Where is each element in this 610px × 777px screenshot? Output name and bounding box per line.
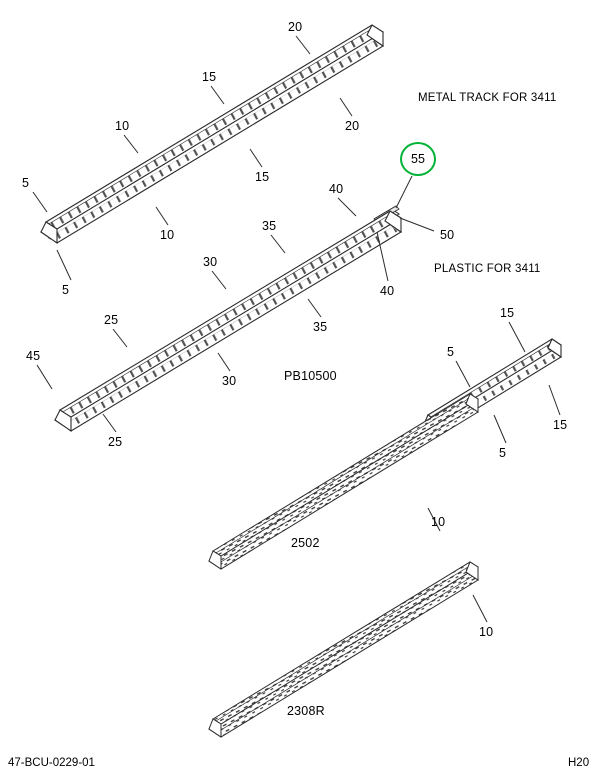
callout-5-d: 5: [499, 446, 507, 460]
callout-15: 15: [202, 70, 217, 84]
footer-document-number: 47-BCU-0229-01: [8, 757, 95, 769]
callout-35-b: 35: [313, 320, 328, 334]
caption-2308r: 2308R: [287, 704, 325, 718]
strip-2308r: [209, 562, 478, 737]
callout-25: 25: [104, 313, 119, 327]
callout-45: 45: [26, 349, 41, 363]
callout-20: 20: [288, 20, 303, 34]
callout-35: 35: [262, 219, 277, 233]
callout-20-b: 20: [345, 119, 360, 133]
footer-page-code: H20: [568, 757, 590, 769]
callout-15-b: 15: [255, 170, 270, 184]
callout-10-b: 10: [160, 228, 175, 242]
callout-40-b: 40: [380, 284, 395, 298]
callout-10: 10: [115, 119, 130, 133]
highlight-circle-55: [400, 142, 436, 176]
callout-50: 50: [440, 228, 455, 242]
callout-5-c: 5: [447, 345, 455, 359]
caption-2502: 2502: [291, 536, 320, 550]
strip-2502: [209, 394, 478, 569]
metal-track-3411: [41, 25, 383, 243]
callout-15-c: 15: [500, 306, 515, 320]
caption-pb10500: PB10500: [284, 369, 337, 383]
highlight-label: 55: [411, 152, 425, 166]
caption-plastic-track: PLASTIC FOR 3411: [434, 263, 541, 275]
caption-metal-track: METAL TRACK FOR 3411: [418, 92, 557, 104]
callout-10-c: 10: [431, 515, 446, 529]
callout-15-d: 15: [553, 418, 568, 432]
callout-30-b: 30: [222, 374, 237, 388]
leader-lines: [33, 36, 560, 622]
callout-25-b: 25: [108, 435, 123, 449]
callout-10-d: 10: [479, 625, 494, 639]
callout-5-b: 5: [62, 283, 70, 297]
callout-30: 30: [203, 255, 218, 269]
callout-5: 5: [22, 176, 30, 190]
callout-40: 40: [329, 182, 344, 196]
